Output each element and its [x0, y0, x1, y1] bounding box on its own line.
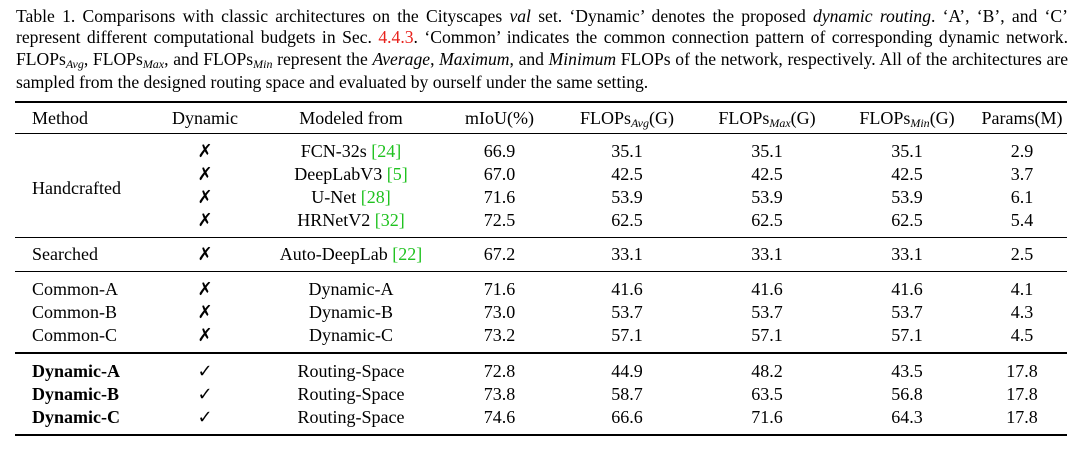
flops-avg-cell: 35.1: [611, 141, 643, 161]
cross-mark-icon: ✗: [197, 187, 213, 208]
table-row: [15, 324, 1067, 353]
flops-min-cell: 35.1: [891, 141, 923, 161]
caption-text: Minimum: [548, 48, 617, 69]
table-row: [15, 272, 1067, 302]
caption-text: FLOPs of the network, respectively. All of the architectures are sampled from the designed routing space and evaluated by ourself under the same setting.: [16, 48, 1069, 93]
citation-link[interactable]: [28]: [360, 187, 391, 207]
model-cell: Auto-DeepLab [22]: [260, 238, 442, 272]
flops-avg-cell: 44.9: [557, 353, 697, 383]
caption-text: val: [509, 6, 531, 26]
params-cell: 4.1: [977, 272, 1067, 302]
flops-min-cell: 41.6: [837, 272, 977, 302]
caption-text: Average: [372, 48, 431, 69]
comparison-table: [15, 101, 1067, 436]
table-row: [15, 134, 1067, 164]
caption-text: ,: [430, 48, 440, 69]
caption-label: Table 1.: [16, 6, 76, 26]
flops-avg-cell: 41.6: [557, 272, 697, 302]
flops-max-cell: 71.6: [697, 406, 837, 435]
caption-text: dynamic routing: [813, 6, 932, 26]
cross-mark-icon: ✗: [197, 164, 213, 185]
model-cell: FCN-32s [24]: [300, 141, 402, 161]
params-cell: 4.5: [1010, 325, 1034, 345]
flops-avg-cell: 33.1: [557, 238, 697, 272]
table-row: [15, 353, 1067, 383]
cross-mark-icon: ✗: [150, 238, 260, 272]
params-cell: 5.4: [1010, 210, 1034, 230]
miou-cell: 73.2: [483, 325, 516, 345]
miou-cell: 71.6: [483, 187, 516, 207]
params-cell: 17.8: [977, 353, 1067, 383]
flops-max-cell: 42.5: [751, 164, 783, 184]
flops-min-cell: 53.7: [891, 302, 923, 322]
caption-text: , and FLOPs: [164, 48, 254, 69]
header-params: Params(M): [977, 102, 1067, 134]
citation-link[interactable]: [22]: [392, 244, 423, 264]
caption-text: . ‘Common’ indicates the common connection pattern of corresponding dynamic network. FLOPs: [16, 27, 1068, 69]
params-cell: 6.1: [1010, 187, 1034, 207]
citation-link[interactable]: [5]: [386, 164, 408, 184]
params-cell: 4.3: [1010, 302, 1034, 322]
flops-min-cell: 56.8: [891, 384, 923, 404]
miou-cell: 72.5: [483, 210, 516, 230]
caption-text: , and: [509, 48, 549, 69]
caption-text: , FLOPs: [83, 48, 143, 69]
flops-avg-cell: 66.6: [557, 406, 697, 435]
params-cell: 2.9: [1010, 141, 1034, 161]
flops-max-cell: 53.7: [751, 302, 783, 322]
cross-mark-icon: ✗: [197, 325, 213, 346]
header-dynamic: Dynamic: [150, 102, 260, 134]
model-cell: Routing-Space: [260, 353, 442, 383]
flops-max-cell: 53.9: [751, 187, 783, 207]
header-flops-min: FLOPsMin(G): [837, 102, 977, 134]
flops-max-cell: 57.1: [751, 325, 783, 345]
miou-cell: 72.8: [442, 353, 557, 383]
caption-subscript: Avg: [65, 56, 84, 71]
header-flops-avg: FLOPsAvg(G): [557, 102, 697, 134]
citation-link[interactable]: [32]: [374, 210, 405, 230]
miou-cell: 73.0: [483, 302, 516, 322]
group-label-handcrafted: Handcrafted: [32, 178, 121, 198]
cross-mark-icon: ✗: [150, 272, 260, 302]
table-row: [15, 163, 1067, 186]
miou-cell: 66.9: [483, 141, 516, 161]
caption-text: Maximum: [439, 48, 510, 69]
params-cell: 2.5: [977, 238, 1067, 272]
flops-max-cell: 62.5: [751, 210, 783, 230]
model-cell: Dynamic-A: [260, 272, 442, 302]
method-cell: Dynamic-B: [32, 384, 119, 404]
table-row: [15, 301, 1067, 324]
caption-text: set. ‘Dynamic’ denotes the proposed: [530, 6, 814, 26]
flops-avg-cell: 53.7: [611, 302, 643, 322]
method-cell: Common-C: [32, 325, 118, 345]
miou-cell: 73.8: [483, 384, 516, 404]
header-modeled-from: Modeled from: [260, 102, 442, 134]
flops-max-cell: 35.1: [751, 141, 783, 161]
flops-min-cell: 53.9: [891, 187, 923, 207]
table-header-row: [15, 102, 1067, 134]
flops-max-cell: 41.6: [697, 272, 837, 302]
model-cell: DeepLabV3 [5]: [294, 164, 408, 184]
flops-max-cell: 63.5: [751, 384, 783, 404]
model-cell: Routing-Space: [297, 384, 405, 404]
flops-avg-cell: 58.7: [611, 384, 643, 404]
flops-avg-cell: 62.5: [611, 210, 643, 230]
caption-text: Comparisons with classic architectures on the Cityscapes: [75, 6, 510, 26]
params-cell: 17.8: [1006, 384, 1038, 404]
table-caption: [16, 6, 1068, 94]
header-flops-max: FLOPsMax(G): [697, 102, 837, 134]
flops-max-cell: 33.1: [697, 238, 837, 272]
table-row: [15, 383, 1067, 406]
method-cell: Common-A: [15, 272, 150, 302]
model-cell: Dynamic-B: [309, 302, 393, 322]
citation-link[interactable]: [24]: [371, 141, 402, 161]
check-mark-icon: ✓: [150, 353, 260, 383]
flops-min-cell: 33.1: [837, 238, 977, 272]
cross-mark-icon: ✗: [197, 141, 213, 162]
flops-min-cell: 43.5: [837, 353, 977, 383]
miou-cell: 74.6: [442, 406, 557, 435]
check-mark-icon: ✓: [150, 406, 260, 435]
miou-cell: 67.2: [442, 238, 557, 272]
method-cell: Searched: [15, 238, 150, 272]
caption-subscript: Min: [253, 56, 273, 71]
flops-max-cell: 48.2: [697, 353, 837, 383]
params-cell: 17.8: [977, 406, 1067, 435]
flops-avg-cell: 53.9: [611, 187, 643, 207]
table-row: [15, 209, 1067, 238]
model-cell: Dynamic-C: [309, 325, 393, 345]
cross-mark-icon: ✗: [197, 302, 213, 323]
flops-avg-cell: 42.5: [611, 164, 643, 184]
miou-cell: 71.6: [442, 272, 557, 302]
table-row: [15, 186, 1067, 209]
method-cell: Dynamic-C: [15, 406, 150, 435]
flops-min-cell: 42.5: [891, 164, 923, 184]
model-cell: HRNetV2 [32]: [297, 210, 405, 230]
section-ref-link[interactable]: 4.4.3: [378, 27, 414, 48]
flops-avg-cell: 57.1: [611, 325, 643, 345]
table-row: [15, 406, 1067, 435]
cross-mark-icon: ✗: [197, 210, 213, 231]
header-miou: mIoU(%): [442, 102, 557, 134]
header-method: Method: [15, 102, 150, 134]
params-cell: 3.7: [1010, 164, 1034, 184]
model-cell: Routing-Space: [260, 406, 442, 435]
miou-cell: 67.0: [483, 164, 516, 184]
flops-min-cell: 57.1: [891, 325, 923, 345]
model-cell: U-Net [28]: [311, 187, 391, 207]
caption-subscript: Max: [142, 56, 165, 71]
flops-min-cell: 64.3: [837, 406, 977, 435]
method-cell: Common-B: [32, 302, 118, 322]
table-row: [15, 238, 1067, 272]
caption-text: . ‘A’, ‘B’, and ‘C’ represent different computational budgets in Sec.: [16, 6, 1068, 48]
check-mark-icon: ✓: [197, 384, 213, 405]
caption-text: represent the: [272, 48, 373, 69]
flops-min-cell: 62.5: [891, 210, 923, 230]
method-cell: Dynamic-A: [15, 353, 150, 383]
